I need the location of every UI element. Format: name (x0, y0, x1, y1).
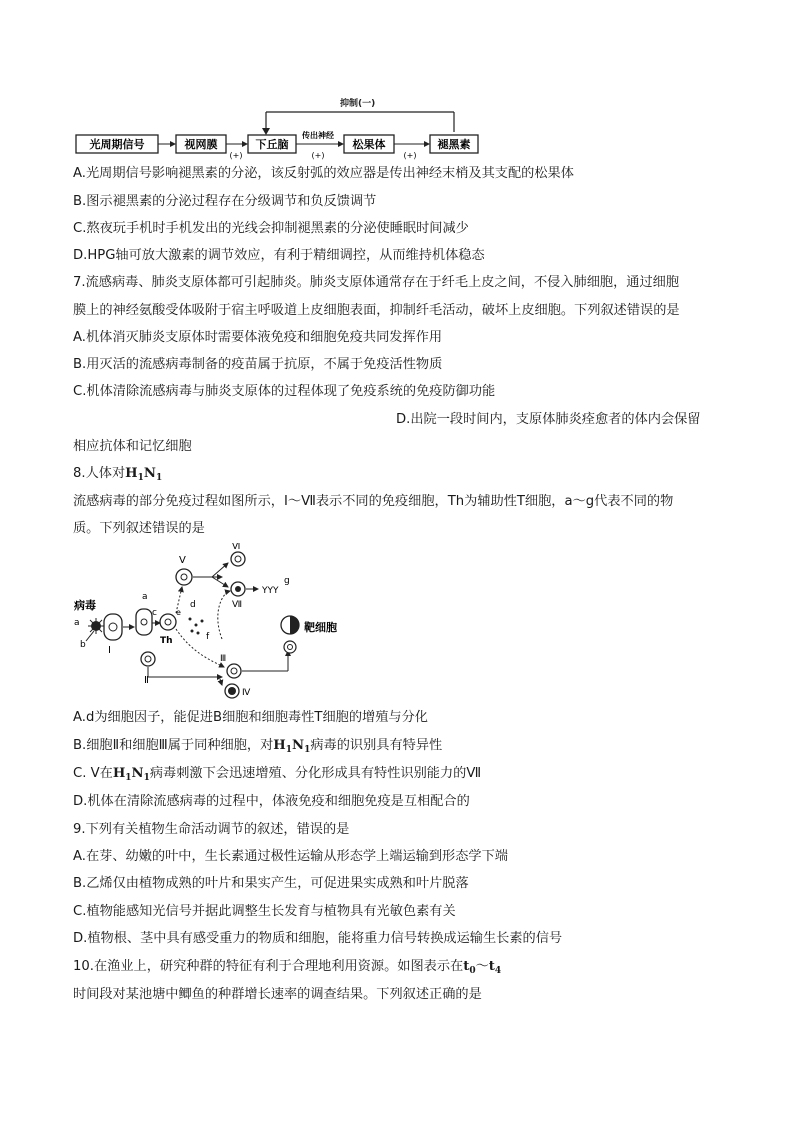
svg-text:Ⅵ: Ⅵ (232, 543, 241, 552)
svg-text:g: g (284, 576, 290, 586)
svg-text:e: e (176, 608, 181, 617)
q8-option-b: B.细胞Ⅱ和细胞Ⅲ属于同种细胞，对$H_1N_1$病毒的识别具有特异性 (73, 738, 443, 755)
svg-text:c: c (152, 608, 157, 618)
q8-option-a: A.d为细胞因子，能促进B细胞和细胞毒性T细胞的增殖与分化 (73, 710, 428, 725)
node-hypothalamus (248, 135, 296, 153)
svg-text:(+): (+) (403, 151, 417, 160)
q7-option-b: B.用灭活的流感病毒制备的疫苗属于抗原，不属于免疫活性物质 (73, 357, 443, 372)
svg-text:Th: Th (160, 636, 173, 646)
svg-text:f: f (206, 632, 210, 642)
q7-stem-line1: 7.流感病毒、肺炎支原体都可引起肺炎。肺炎支原体通常存在于纤毛上皮之间，不侵入肺细胞，通过细胞 (73, 275, 680, 290)
svg-text:下丘脑: 下丘脑 (255, 138, 289, 151)
svg-text:Ⅶ: Ⅶ (232, 600, 243, 610)
q10-stem-line2: 时间段对某池塘中鲫鱼的种群增长速率的调查结果。下列叙述正确的是 (73, 987, 482, 1002)
node-retina (176, 135, 226, 153)
q9-option-d: D.植物根、茎中具有感受重力的物质和细胞，能将重力信号转换成运输生长素的信号 (73, 931, 563, 946)
svg-text:Ⅴ: Ⅴ (179, 555, 186, 566)
svg-text:Ⅱ: Ⅱ (144, 675, 149, 686)
node-melatonin (430, 135, 478, 153)
q8-stem-line1: 8.人体对$H_1N_1$ (73, 466, 163, 483)
svg-text:光周期信号: 光周期信号 (89, 138, 145, 151)
svg-text:靶细胞: 靶细胞 (304, 621, 337, 634)
feedback-label: 抑制(一) (340, 99, 376, 109)
svg-text:(+): (+) (229, 151, 243, 160)
immune-process-diagram (72, 543, 362, 703)
svg-text:病毒: 病毒 (74, 599, 96, 612)
q6-option-a: A.光周期信号影响褪黑素的分泌，该反射弧的效应器是传出神经末梢及其支配的松果体 (73, 166, 574, 181)
q6-option-d: D.HPG轴可放大激素的调节效应，有利于精细调控，从而维持机体稳态 (73, 248, 485, 263)
q7-option-d: D.出院一段时间内，支原体肺炎痊愈者的体内会保留 (396, 412, 701, 427)
svg-text:Ⅲ: Ⅲ (220, 654, 227, 664)
svg-text:d: d (190, 600, 196, 610)
node-photoperiod (76, 135, 158, 153)
q8-option-d: D.机体在清除流感病毒的过程中，体液免疫和细胞免疫是互相配合的 (73, 794, 470, 809)
q8-stem-line2: 流感病毒的部分免疫过程如图所示，Ⅰ～Ⅶ表示不同的免疫细胞，Th为辅助性T细胞，a～g代表不同的物 (73, 494, 674, 509)
q7-option-a: A.机体消灭肺炎支原体时需要体液免疫和细胞免疫共同发挥作用 (73, 330, 443, 345)
svg-text:视网膜: 视网膜 (184, 138, 218, 151)
q9-option-a: A.在芽、幼嫩的叶中，生长素通过极性运输从形态学上端运输到形态学下端 (73, 849, 508, 864)
svg-text:Ⅳ: Ⅳ (242, 688, 251, 698)
q7-option-d-cont: 相应抗体和记忆细胞 (73, 439, 192, 454)
melatonin-pathway-diagram (70, 92, 480, 160)
svg-text:松果体: 松果体 (352, 138, 386, 151)
q7-stem-line2: 膜上的神经氨酸受体吸附于宿主呼吸道上皮细胞表面，抑制纤毛活动，破坏上皮细胞。下列叙述错误的是 (73, 303, 680, 318)
q9-option-c: C.植物能感知光信号并据此调整生长发育与植物具有光敏色素有关 (73, 904, 456, 919)
svg-text:褪黑素: 褪黑素 (437, 138, 471, 151)
svg-text:a: a (142, 592, 148, 602)
svg-text:b: b (80, 640, 86, 650)
svg-text:传出神经: 传出神经 (302, 131, 334, 140)
svg-text:(+): (+) (311, 151, 325, 160)
q6-option-c: C.熬夜玩手机时手机发出的光线会抑制褪黑素的分泌使睡眠时间减少 (73, 221, 469, 236)
antibody-symbols: YYY (262, 586, 279, 596)
q6-option-b: B.图示褪黑素的分泌过程存在分级调节和负反馈调节 (73, 194, 377, 209)
node-pineal (344, 135, 394, 153)
q7-option-c: C.机体清除流感病毒与肺炎支原体的过程体现了免疫系统的免疫防御功能 (73, 384, 496, 399)
q9-option-b: B.乙烯仅由植物成熟的叶片和果实产生，可促进果实成熟和叶片脱落 (73, 876, 469, 891)
q10-stem-line1: 10.在渔业上，研究种群的特征有利于合理地利用资源。如图表示在$t_0\sim t_4$ (73, 959, 502, 976)
svg-text:a: a (74, 618, 80, 628)
q8-stem-line3: 质。下列叙述错误的是 (73, 521, 205, 536)
q8-option-c: C. Ⅴ在$H_1N_1$病毒刺激下会迅速增殖、分化形成具有特性识别能力的Ⅶ (73, 766, 482, 783)
svg-text:Ⅰ: Ⅰ (108, 645, 111, 656)
q9-stem: 9.下列有关植物生命活动调节的叙述，错误的是 (73, 822, 350, 837)
